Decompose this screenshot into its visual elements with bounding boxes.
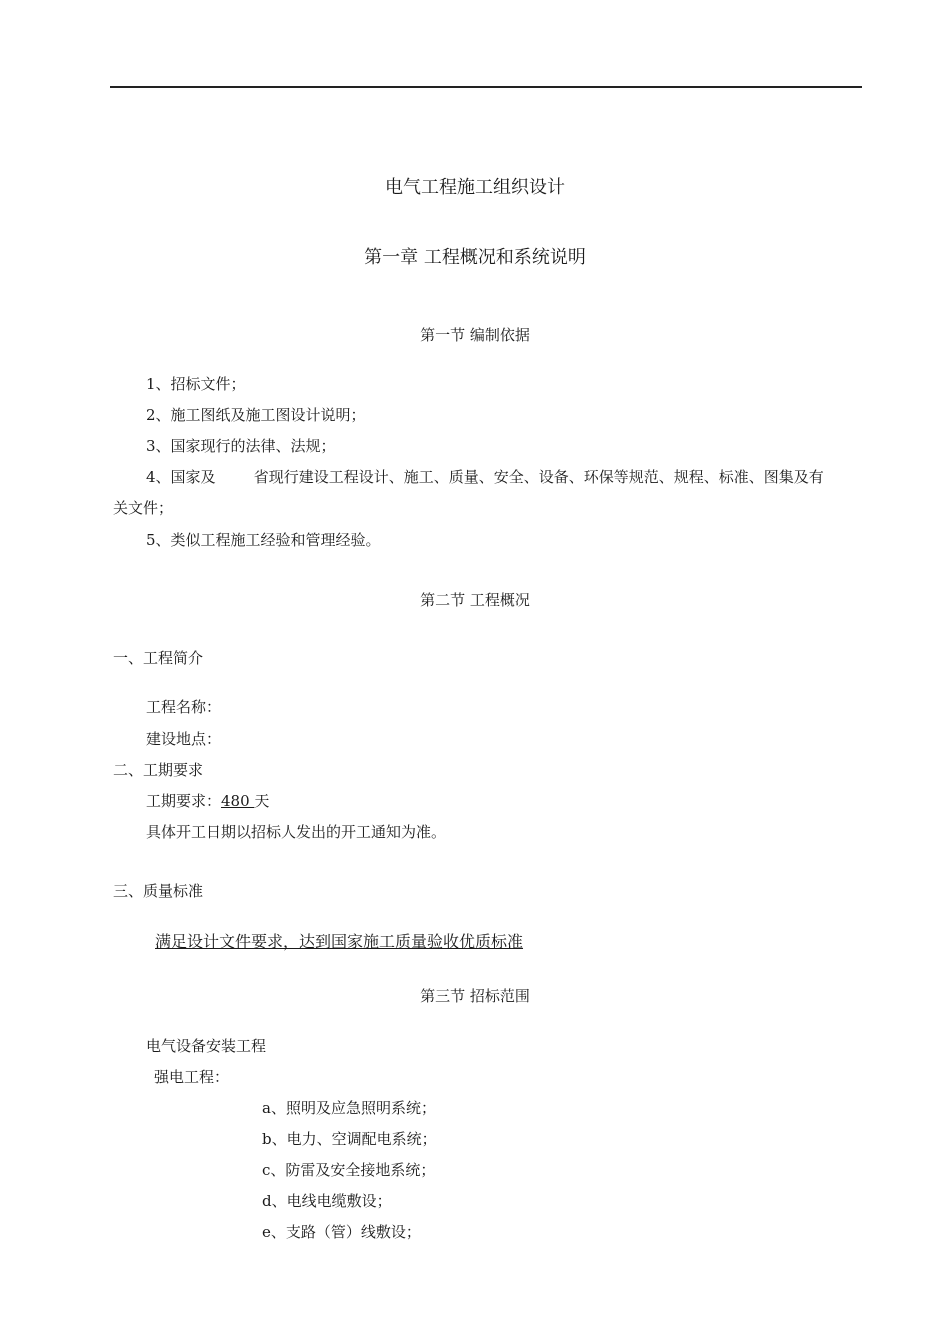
section2-heading: 第二节 工程概况 [420, 591, 530, 609]
project-intro-heading: 一、工程简介 [113, 649, 204, 667]
basis-item-3: 3、国家现行的法律、法规； [146, 437, 336, 455]
scope-item-c: c、防雷及安全接地系统； [262, 1161, 436, 1179]
strong-current-label: 强电工程： [154, 1068, 230, 1086]
period-label: 工期要求： [146, 792, 222, 810]
section3-heading: 第三节 招标范围 [420, 987, 530, 1005]
period-unit: 天 [254, 792, 270, 810]
site-label: 建设地点： [146, 730, 222, 748]
header-rule [110, 86, 862, 88]
scope-title: 电气设备安装工程 [146, 1037, 267, 1055]
basis-item-4-continued: 关文件； [113, 499, 174, 517]
period-line [146, 791, 269, 811]
period-value: 480 [221, 792, 255, 810]
period-heading: 二、工期要求 [113, 761, 204, 779]
chapter-heading: 第一章 工程概况和系统说明 [364, 247, 586, 268]
scope-item-b: b、电力、空调配电系统； [262, 1130, 437, 1148]
scope-item-a: a、照明及应急照明系统； [262, 1099, 436, 1117]
basis-item-2: 2、施工图纸及施工图设计说明； [146, 406, 366, 424]
basis-item-5: 5、类似工程施工经验和管理经验。 [146, 531, 381, 549]
section1-heading: 第一节 编制依据 [420, 326, 530, 344]
quality-heading: 三、质量标准 [113, 882, 204, 900]
basis-item-1: 1、招标文件； [146, 375, 246, 393]
document-title: 电气工程施工组织设计 [385, 177, 565, 198]
scope-item-d: d、电线电缆敷设； [262, 1192, 392, 1210]
scope-item-e: e、支路（管）线敷设； [262, 1223, 421, 1241]
basis-item-4: 4、国家及 省现行建设工程设计、施工、质量、安全、设备、环保等规范、规程、标准、图集及有 [146, 468, 824, 486]
project-name-label: 工程名称： [146, 698, 222, 716]
quality-standard: 满足设计文件要求，达到国家施工质量验收优质标准 [155, 932, 524, 951]
period-note: 具体开工日期以招标人发出的开工通知为准。 [146, 823, 447, 841]
